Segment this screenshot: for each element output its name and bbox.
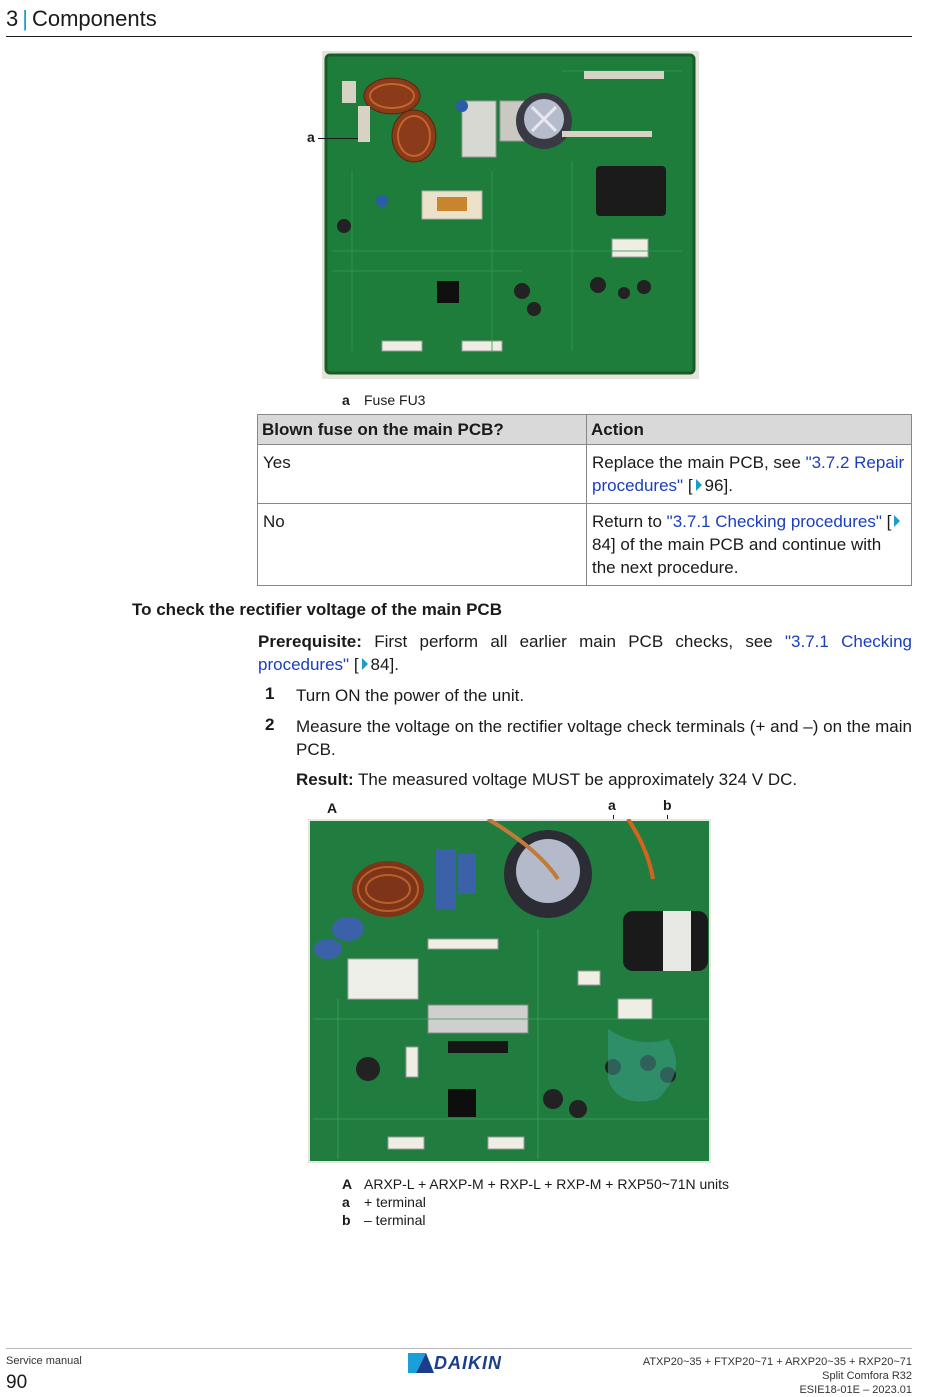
table-cell: Return to "3.7.1 Checking procedures" [84] of the main PCB and continue with the next procedure.	[587, 504, 912, 586]
page-ref-icon	[696, 479, 702, 491]
page-ref: 84	[370, 655, 390, 674]
step-number: 1	[265, 684, 275, 703]
table-cell: No	[258, 504, 587, 586]
footer-doc-code: ESIE18-01E – 2023.01	[799, 1384, 912, 1396]
page-number: 90	[6, 1372, 28, 1393]
legend-key: a	[342, 392, 350, 408]
legend-text: – terminal	[364, 1212, 426, 1228]
footer-series: Split Comfora R32	[822, 1370, 912, 1382]
daikin-logo	[408, 1353, 512, 1375]
step-text: Turn ON the power of the unit.	[296, 686, 525, 705]
legend-key: A	[342, 1176, 353, 1192]
legend-text: Fuse FU3	[364, 392, 426, 408]
figure2-legend-item	[342, 1212, 425, 1228]
table-row	[258, 504, 912, 586]
table-header-cell: Blown fuse on the main PCB?	[258, 415, 587, 445]
checking-procedures-link[interactable]: "3.7.1 Checking procedures"	[666, 512, 882, 531]
header-rule	[6, 36, 912, 37]
legend-key: b	[342, 1212, 351, 1228]
repair-procedures-link[interactable]: "3.7.2 Repair procedures"	[592, 453, 905, 495]
figure2-callout-a: a	[608, 797, 616, 813]
figure1-callout-line	[318, 138, 358, 139]
cell-text: ] of the main PCB and continue with the next procedure.	[592, 535, 882, 577]
brand-name: DAIKIN	[434, 1353, 502, 1373]
step-number: 2	[265, 715, 275, 734]
pcb-photo-2	[308, 819, 711, 1163]
step-text: Measure the voltage on the rectifier voltage check terminals (+ and –) on the main PCB.	[296, 717, 912, 759]
legend-key: a	[342, 1194, 350, 1210]
table-header-cell: Action	[587, 415, 912, 445]
figure1-callout-a: a	[307, 129, 315, 145]
prerequisite-text: First perform all earlier main PCB checks, see	[374, 632, 773, 651]
prerequisite-end: ].	[389, 655, 399, 674]
prerequisite-label: Prerequisite:	[258, 632, 362, 651]
result-label: Result:	[296, 770, 354, 789]
page-header	[6, 6, 157, 32]
table-row	[258, 445, 912, 504]
cell-text: Return to	[592, 512, 667, 531]
header-separator: |	[22, 6, 28, 31]
chapter-number: 3	[6, 6, 19, 31]
page-ref-icon	[362, 658, 368, 670]
footer-rule	[6, 1348, 912, 1349]
page-ref-icon	[894, 515, 900, 527]
prerequisite-link[interactable]: "3.7.1 Checking procedures"	[258, 632, 912, 674]
result-paragraph	[296, 768, 912, 791]
legend-text: ARXP-L + ARXP-M + RXP-L + RXP-M + RXP50~71N units	[364, 1176, 730, 1192]
footer-doc-type: Service manual	[6, 1355, 82, 1367]
figure2-legend-item	[342, 1194, 426, 1210]
table-header-row	[258, 415, 912, 445]
prerequisite-paragraph: Prerequisite: First perform all earlier main PCB checks, see "3.7.1 Checking procedures" [ 84].	[258, 632, 912, 674]
page-ref: 96	[704, 476, 724, 495]
result-text: The measured voltage MUST be approximately 324 V DC.	[358, 770, 798, 789]
pcb-photo-1	[322, 51, 699, 379]
fuse-table	[257, 414, 912, 586]
figure1-legend-item	[342, 392, 425, 408]
legend-text: + terminal	[364, 1194, 426, 1210]
cell-text: ].	[723, 476, 733, 495]
pcb-illustration-2	[308, 819, 711, 1163]
chapter-title: Components	[31, 6, 157, 31]
figure2-callout-b: b	[663, 797, 672, 813]
footer-right	[643, 1355, 912, 1397]
table-cell: Replace the main PCB, see "3.7.2 Repair procedures" [ 96].	[587, 445, 912, 504]
page-ref: 84	[592, 535, 611, 554]
figure2-legend-item	[342, 1176, 729, 1192]
pcb-illustration-1	[322, 51, 699, 379]
table-cell: Yes	[258, 445, 587, 504]
figure2-callout-A: A	[327, 800, 338, 816]
footer-models: ATXP20~35 + FTXP20~71 + ARXP20~35 + RXP20~71	[642, 1356, 912, 1368]
cell-text: Replace the main PCB, see	[592, 453, 806, 472]
section-title: To check the rectifier voltage of the main PCB	[132, 600, 502, 619]
